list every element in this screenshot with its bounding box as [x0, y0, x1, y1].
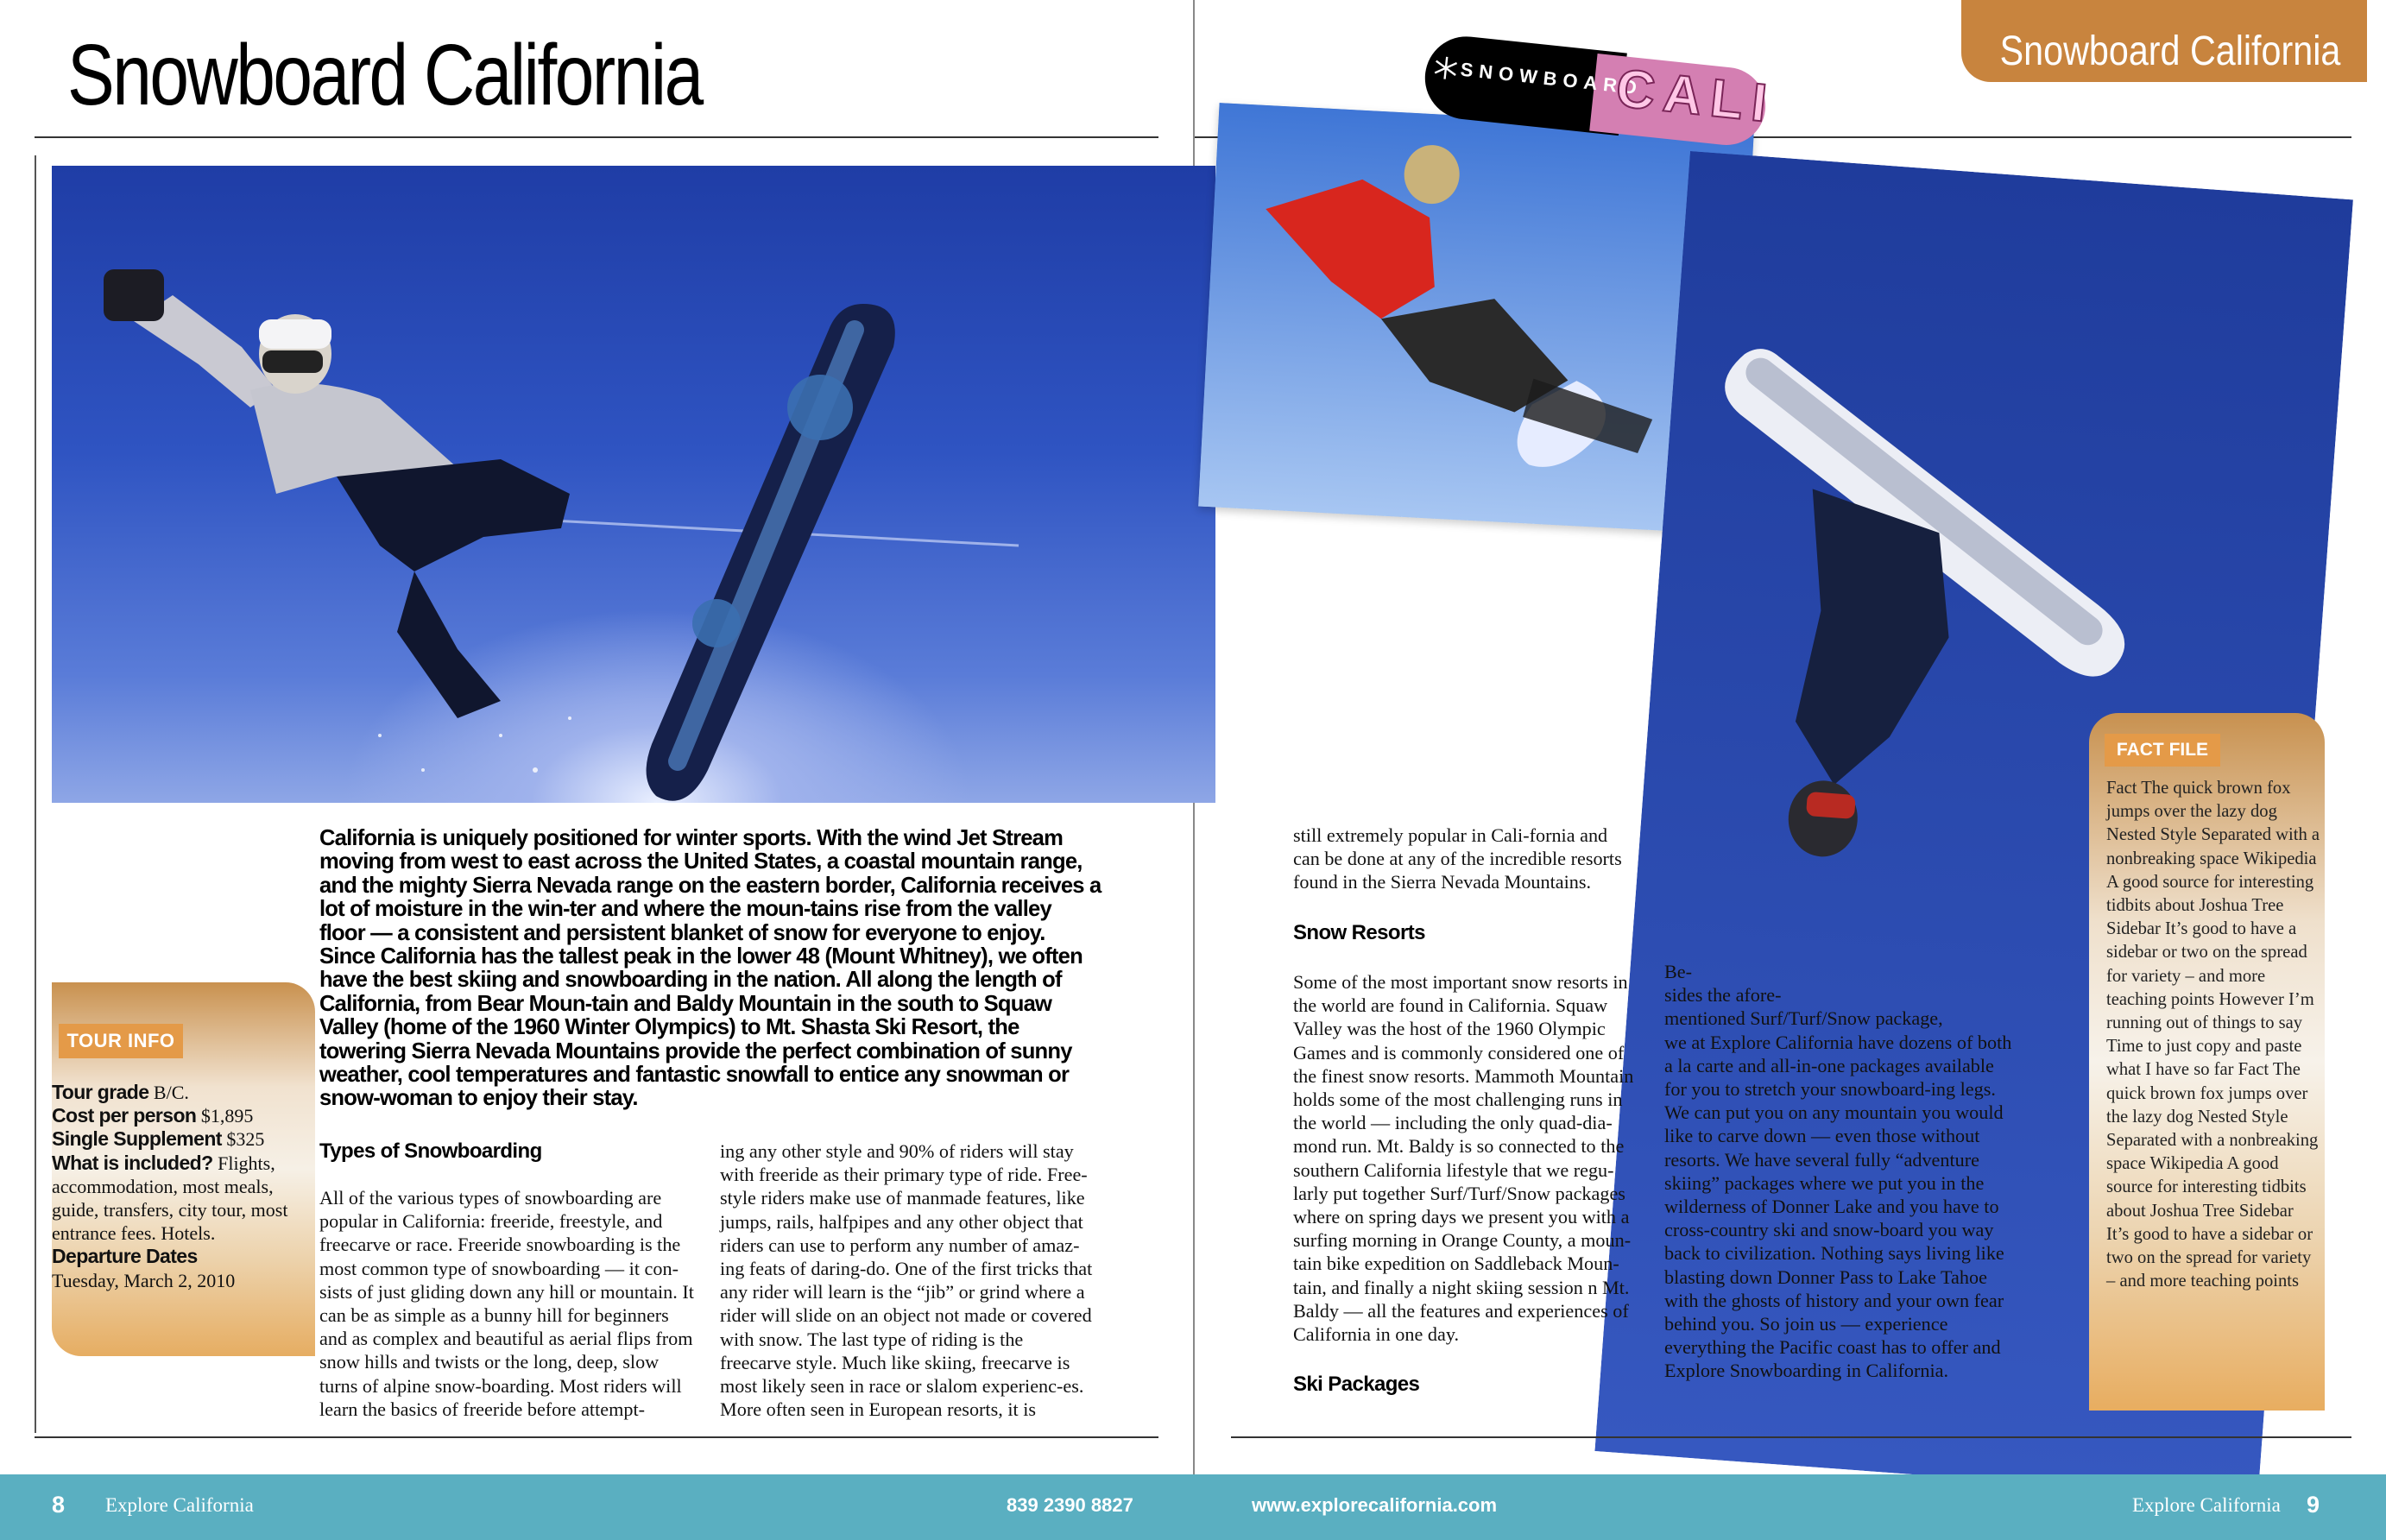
column-4-text: Be- sides the afore- mentioned Surf/Turf/Snow package, we at Explore California have dozens of both a la carte and all-in-one packages available for you to stretch your snowboard-ing legs. We can put you on any mountain you would like to carve down — even those without resorts. We have several fully “adventure skiing” packages where we put you in the wilderness of Donner Lake and you have to cross-country ski and snow-board you way back to civilization. Nothing says living like blasting down Donner Pass to Lake Tahoe with the ghosts of history and your own fear behind you. So join us — experience everything the Pacific coast has to offer and Explore Snowboarding in California.: [1664, 961, 2012, 1382]
left-margin-rule: [35, 155, 36, 1433]
title-rule-left: [35, 136, 1158, 138]
right-page-number: 9: [2307, 1492, 2320, 1518]
cost-label: Cost per person: [52, 1104, 197, 1127]
bottom-rule-right: [1231, 1436, 2351, 1438]
footer-phone: 839 2390 8827: [1007, 1494, 1133, 1516]
logo-word: SNOWBOARD: [1459, 58, 1644, 99]
snowflake-icon: [1431, 54, 1460, 82]
departure-value: Tuesday, March 2, 2010: [52, 1269, 236, 1291]
left-footer-magazine: Explore California: [105, 1494, 254, 1516]
bottom-rule-left: [35, 1436, 1158, 1438]
tour-info-label: TOUR INFO: [59, 1024, 183, 1058]
lead-paragraph: California is uniquely positioned for winter sports. With the wind Jet Stream moving from west to east across the United States, a coastal mountain range, and the mighty Sierra Nevada range on the eastern border, California receives a lot of moisture in the win-ter and where the moun-tains rise from the valley floor — a consistent and persistent blanket of snow for everyone to enjoy. Since California has the tallest peak in the lower 48 (Mount Whitney), we often have the best skiing and snowboarding in the nation. All along the length of California, from Bear Moun-tain and Baldy Mountain in the south to Squaw Valley (home of the 1960 Winter Olympics) to Mt. Shasta Ski Resort, the towering Sierra Nevada Mountains provide the perfect combination of sunny weather, cool temperatures and fantastic snowfall to entice any snowman or snow-woman to enjoy their stay.: [319, 826, 1101, 1111]
header-tab: [1961, 0, 2367, 82]
included-value: Flights, accommodation, most meals, guide, transfers, city tour, most entrance fees. Hotels.: [52, 1152, 288, 1245]
types-column-2: ing any other style and 90% of riders will stay with freeride as their primary type of ride. Free-style riders make use of manmade features, like jumps, rails, halfpipes and any other object that riders can use to perform any number of amaz-ing feats of daring-do. One of the first tricks that any rider will learn is the “jib” or grind where a rider will slide on an object not made or covered with snow. The last type of riding is the freecarve style. Much like skiing, freecarve is most likely seen in race or slalom experienc-es. More often seen in European resorts, it is: [720, 1140, 1093, 1421]
hero-photo-snowboarder: [52, 166, 1215, 803]
packages-heading: Ski Packages: [1293, 1373, 1420, 1396]
cost-value: $1,895: [200, 1105, 254, 1127]
header-tab-label: Snowboard California: [1999, 28, 2341, 74]
departure-label: Departure Dates: [52, 1245, 198, 1268]
tour-grade-value: B/C.: [153, 1082, 189, 1103]
resorts-heading: Snow Resorts: [1293, 921, 1425, 944]
fact-file-text: Fact The quick brown fox jumps over the lazy dog Nested Style Separated with a nonbreaking space Wikipedia A good source for interesting tidbits about Joshua Tree Sidebar It’s good to have a sidebar or two on the spread for variety – and more teaching points However I’m running out of things to say Time to just copy and paste what I have so far Fact The quick brown fox jumps over the lazy dog Nested Style Separated with a nonbreaking space Wikipedia A good source for interesting tidbits about Joshua Tree Sidebar It’s good to have a sidebar or two on the spread for variety – and more teaching points: [2106, 779, 2320, 1291]
resorts-text: Some of the most important snow resorts in the world are found in California. Squaw Valley was the host of the 1960 Olympic Games and is commonly considered one of the finest snow resorts. Mammoth Mountain holds some of the most challenging runs in the world — including the only quad-dia-mond run. Mt. Baldy is so connected to the southern California lifestyle that we regu-larly put together Surf/Turf/Snow packages where on spring days we present you with a surfing morning in Orange County, a moun-tain bike expedition on Saddleback Moun-tain, and finally a night skiing session n Mt. Baldy — all the features and experiences of California in one day.: [1293, 971, 1634, 1346]
types-column-1: All of the various types of snowboarding are popular in California: freeride, freestyle, and freecarve or race. Freeride snowboarding is the most common type of snowboarding — it con-sists of just gliding down any hill or mountain. It can be as simple as a bunny hill for beginners and as complex and beautiful as aerial flips from snow hills and twists or the long, deep, slow turns of alpine snow-boarding. Most riders will learn the basics of freeride before attempt-: [319, 1187, 694, 1420]
tour-info-details: [52, 1081, 311, 1292]
tour-grade-label: Tour grade: [52, 1081, 149, 1103]
included-label: What is included?: [52, 1151, 213, 1174]
left-page-number: 8: [52, 1492, 66, 1518]
right-footer-magazine: Explore California: [2132, 1494, 2281, 1516]
supplement-label: Single Supplement: [52, 1127, 222, 1151]
footer-url-link[interactable]: www.explorecalifornia.com: [1252, 1494, 1498, 1516]
types-heading: Types of Snowboarding: [319, 1139, 542, 1163]
page-title: Snowboard California: [67, 27, 702, 123]
column-3-intro: still extremely popular in Cali-fornia and can be done at any of the incredible resorts found in the Sierra Nevada Mountains.: [1293, 824, 1622, 893]
logo-cali: CALI: [1613, 58, 1778, 135]
fact-file-label: FACT FILE: [2105, 734, 2220, 767]
supplement-value: $325: [226, 1128, 265, 1151]
footer-bar: [0, 1474, 2386, 1540]
